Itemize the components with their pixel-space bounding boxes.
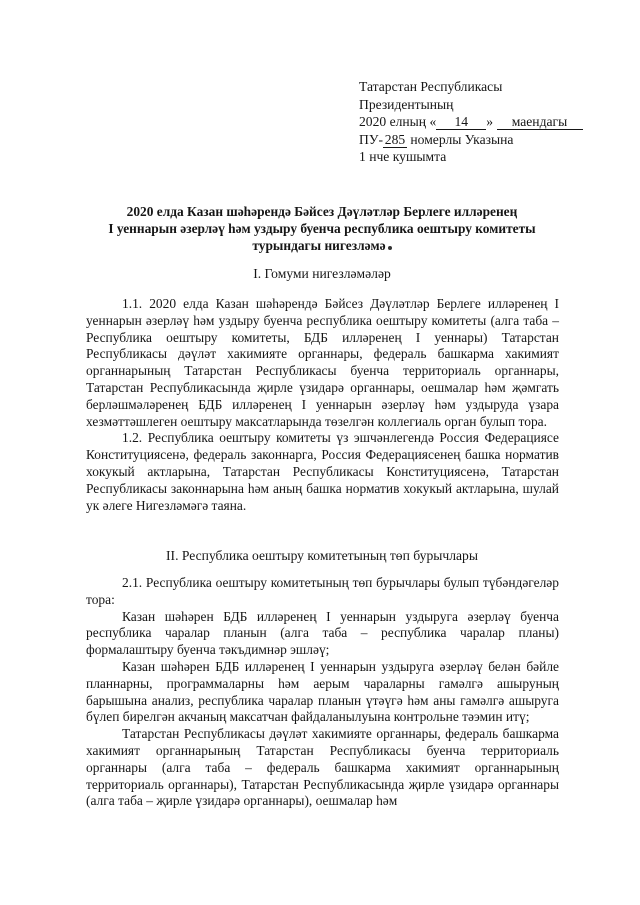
header-number-prefix: ПУ- [359, 131, 383, 147]
header-date-line [359, 113, 619, 131]
header-month: маендагы [497, 115, 583, 130]
paragraph-1-2: 1.2. Республика оештыру комитеты үз эшчәнлегендә Россия Федерациясе Конституциясенә, федераль законнарга, Россия Федерациясенең башка норматив хокукый актларына, Татарстан Республикасы Конституциясенә, Татарстан Республикасы законнарына һәм аның башка норматив хокукый актларына, шулай ук әлеге Нигезләмәгә таяна. [86, 430, 559, 513]
header-line-2: Президентының [359, 96, 454, 112]
appendix-header [359, 78, 619, 166]
title-line-2: I уеннарын әзерләү һәм уздыру буенча республика оештыру комитеты [108, 221, 536, 236]
header-number-suffix: номерлы Указына [410, 131, 514, 147]
section-heading-2: II. Республика оештыру комитетының төп бурычлары [166, 548, 478, 563]
document-title [86, 203, 558, 254]
dot-mark-icon [388, 246, 392, 250]
header-line-1: Татарстан Республикасы [359, 79, 503, 94]
header-number: 285 [384, 131, 406, 147]
title-line-3-wrap [86, 237, 558, 254]
header-day-suffix: » [486, 114, 494, 130]
section-heading-1: I. Гомуми нигезләмәләр [253, 266, 391, 281]
header-day: 14 [436, 115, 486, 130]
header-appendix-label: 1 нче кушымта [359, 149, 447, 165]
section-2-body [86, 575, 559, 810]
paragraph-task-3: Татарстан Республикасы дәүләт хакимияте органнары, федераль башкарма хакимият органнарының Татарстан Республикасы буенча территориаль органнары (алга таба – федераль башкарма хакимият органнарының территориаль органнары), Татарстан Республикасында җирле үзидарә органнары (алга таба – җирле үзидарә органнары), оешмалар һәм [86, 726, 559, 809]
title-line-3: турындагы нигезләмә [252, 238, 386, 253]
title-line-1: 2020 елда Казан шәһәрендә Бәйсез Дәүләтләр Берлеге илләренең [126, 204, 518, 219]
header-number-line [359, 131, 619, 149]
paragraph-1-1: 1.1. 2020 елда Казан шәһәрендә Бәйсез Дәүләтләр Берлеге илләренең I уеннарын әзерләү һәм уздыру буенча республика оештыру комитеты (алга таба – Республика оештыру комитеты, БДБ илләренең I уеннары) Татарстан Республикасы дәүләт хакимияте органнары, федераль башкарма хакимият органнарының Татарстан Республикасы буенча территориаль органнары, Татарстан Республикасында җирле үзидарә органнары, оешмалар һәм җәмгать берләшмәләренең БДБ илләренең I уеннарын әзерләү һәм уздыруда үзара хезмәттәшлеген оештыру максатларында төзелгән коллегиаль орган булып тора. [86, 296, 559, 429]
section-1-body [86, 296, 559, 514]
paragraph-task-1: Казан шәһәрен БДБ илләренең I уеннарын уздыруга әзерләү буенча республика чаралар планын (алга таба – республика чаралар планы) формалаштыру буенча тәкъдимнәр эшләү; [86, 608, 559, 658]
header-year-prefix: 2020 елның « [359, 114, 437, 130]
paragraph-task-2: Казан шәһәрен БДБ илләренең I уеннарын уздыруга әзерләү белән бәйле планнарны, программаларны һәм аерым чараларны гамәлгә ашыруның барышына анализ, республика чаралар планын үтәүгә һәм аны гамәлгә ашыруга бүлеп бирелгән акчаның максатчан файдаланылуына контрольне тәэмин итү; [86, 658, 559, 725]
paragraph-2-1: 2.1. Республика оештыру комитетының төп бурычлары булып түбәндәгеләр тора: [86, 575, 559, 607]
